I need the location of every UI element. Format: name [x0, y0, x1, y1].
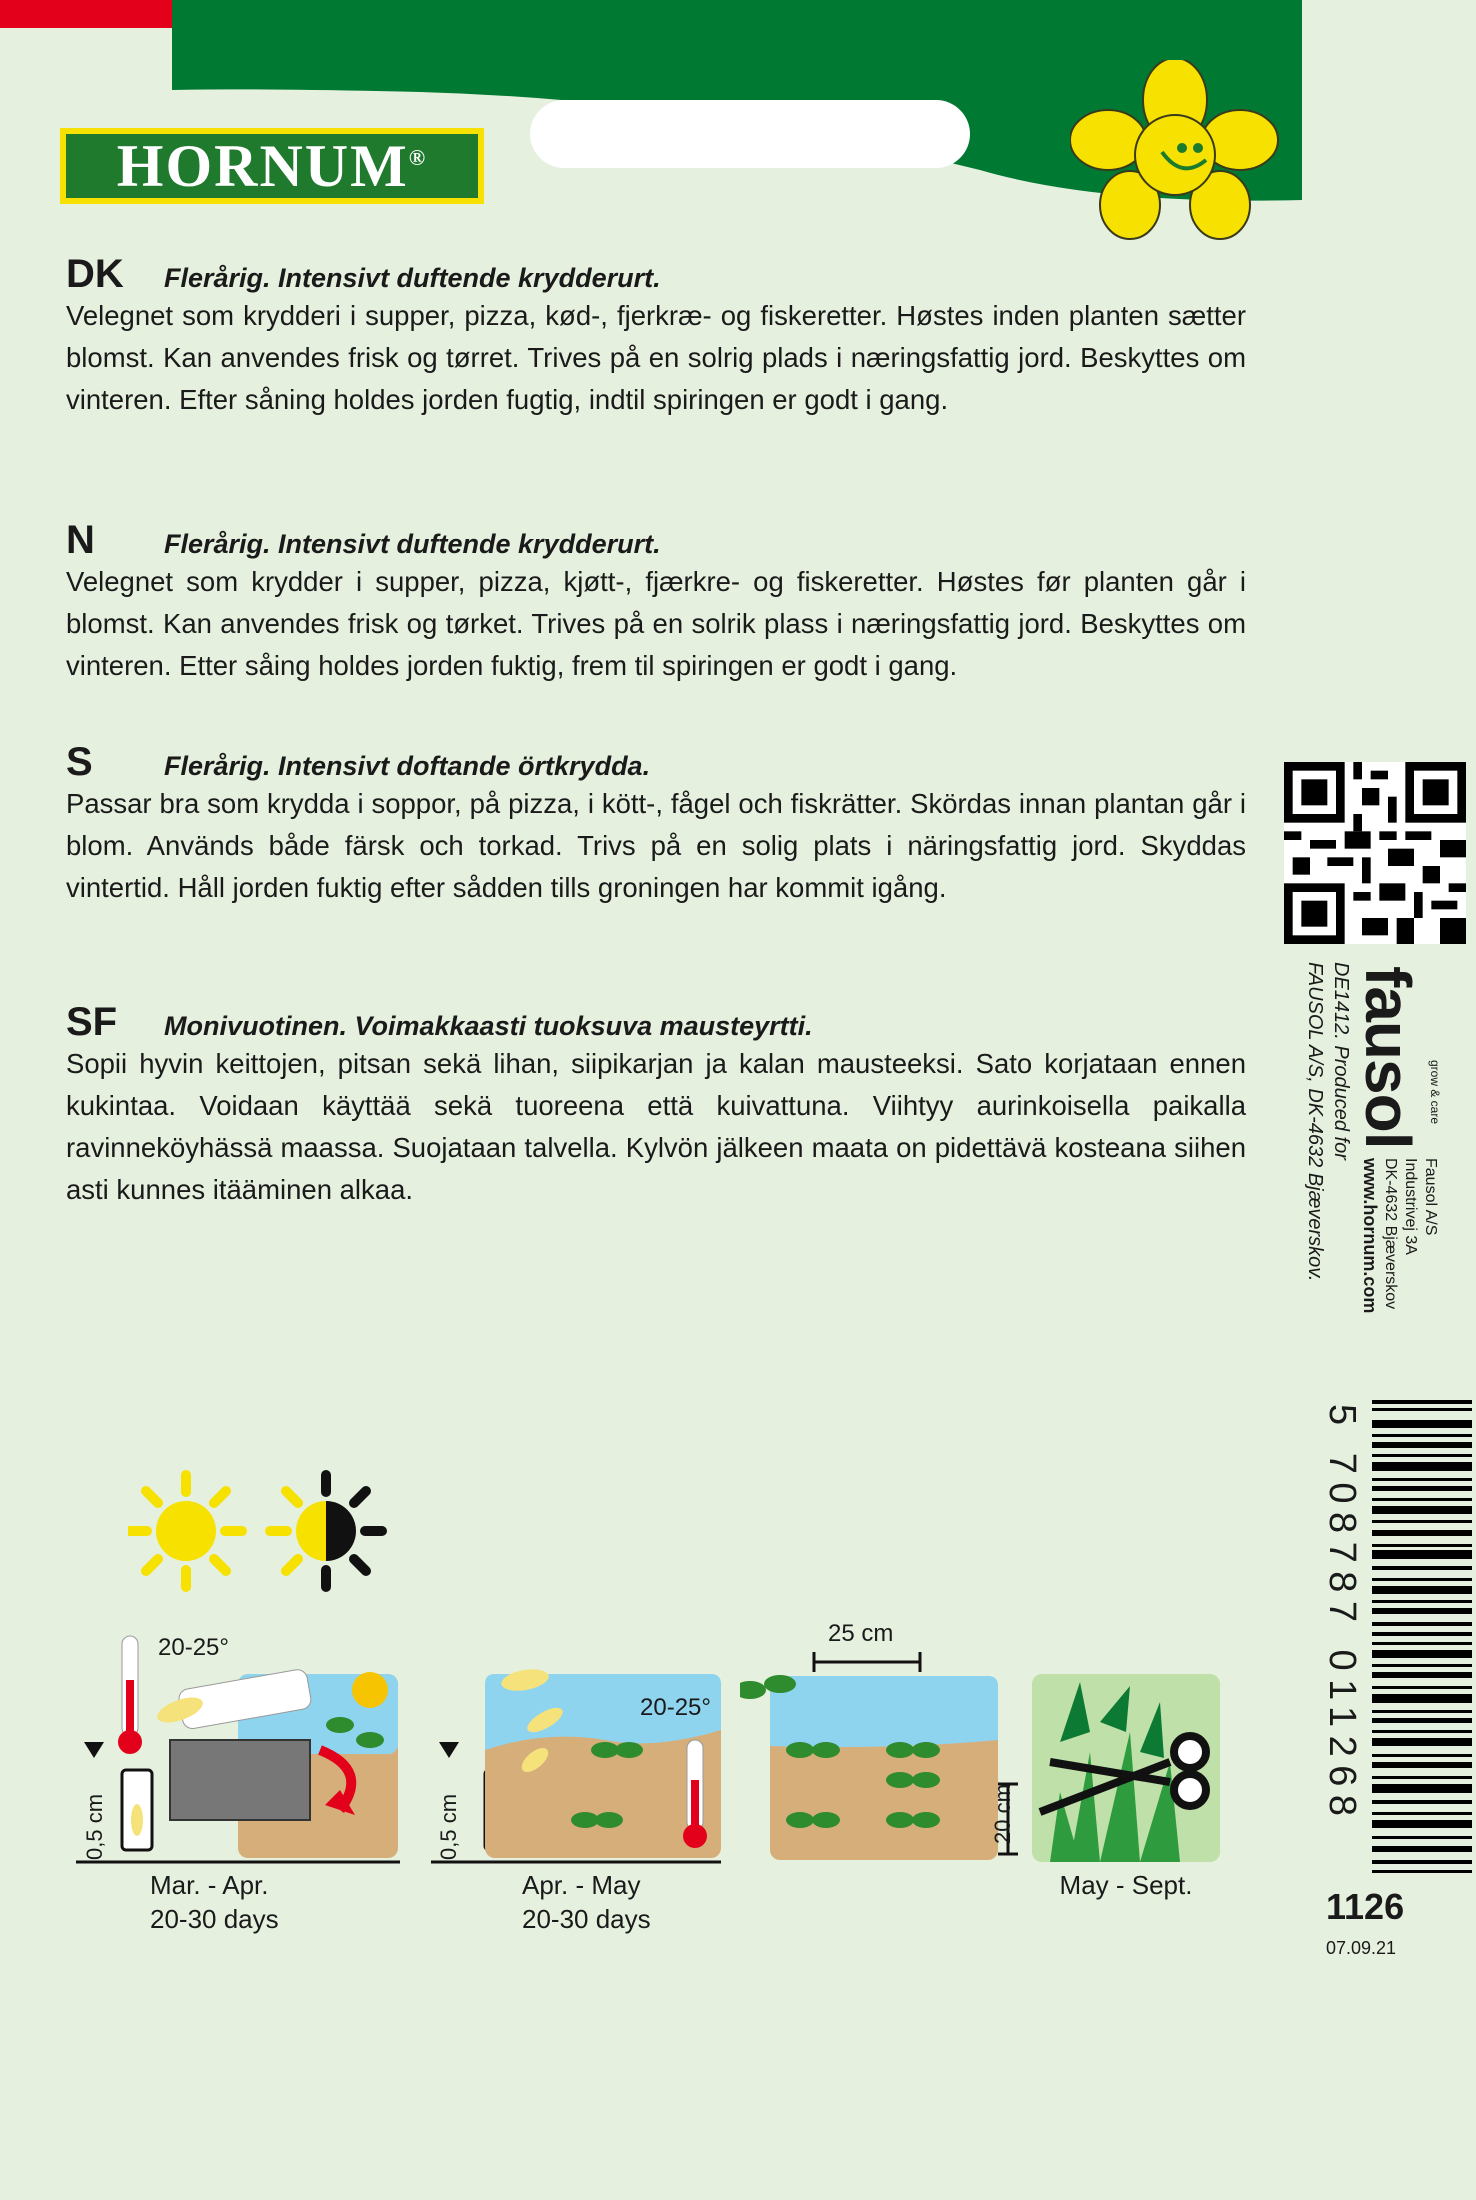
indoor-temp: 20-25°	[158, 1634, 229, 1661]
harvest-illustration	[1030, 1672, 1222, 1866]
smiling-flower-icon	[1070, 60, 1280, 240]
section-body: Velegnet som krydder i supper, pizza, kjøtt-, fjærkre- og fiskeretter. Høstes før planten går i blomst. Kan anvendes frisk og tørket. Trives på en solrik plass i næringsfattig jord. Beskyttes om vinteren. Etter såing holdes jorden fuktig, frem til spiringen er godt i gang.	[66, 566, 1246, 681]
section-sf	[66, 1000, 1246, 1211]
section-dk	[66, 252, 1246, 421]
section-body: Sopii hyvin keittojen, pitsan sekä lihan, siipikarjan ja kalan mausteeksi. Sato korjataan ennen kukintaa. Voidaan käyttää sekä tuoreena että kuivattuna. Viihtyy aurinkoisella paikalla ravinneköyhässä maassa. Suojataan talvella. Kylvön jälkeen maata on pidettävä kosteana siihen asti kunnes itääminen alkaa.	[66, 1048, 1246, 1205]
full-sun-icon	[130, 1475, 242, 1587]
section-subtitle: Monivuotinen. Voimakkaasti tuoksuva mausteyrtti.	[164, 1011, 813, 1041]
qr-code	[1284, 762, 1466, 944]
language-code: N	[66, 518, 95, 562]
language-code: S	[66, 740, 93, 784]
section-body: Passar bra som krydda i soppor, på pizza, i kött-, fågel och fiskrätter. Skördas innan plantan går i blom. Används både färsk och torkad. Trivs på en solig plats i näringsfattig jord. Skyddas vintertid. Håll jorden fuktig efter sådden tills groningen har kommit igång.	[66, 788, 1246, 903]
sun-icons	[128, 1470, 408, 1600]
thermometer-icon	[118, 1636, 142, 1754]
plant-spacing-illustration	[740, 1650, 1020, 1870]
half-shade-sun-icon	[270, 1475, 382, 1587]
outdoor-caption: Apr. - May 20-30 days	[522, 1870, 651, 1934]
hornum-logo	[60, 128, 484, 204]
indoor-sowing-illustration	[70, 1630, 400, 1870]
section-subtitle: Flerårig. Intensivt duftende krydderurt.	[164, 529, 661, 559]
depth-arrow-icon	[439, 1742, 459, 1758]
outdoor-depth: 0,5 cm	[436, 1793, 461, 1860]
barcode-digits: 5 708787 011268	[1321, 1404, 1363, 1825]
outdoor-sowing-illustration	[425, 1630, 745, 1870]
spacing-width: 25 cm	[828, 1620, 894, 1647]
section-s	[66, 740, 1246, 909]
indoor-depth: 0,5 cm	[82, 1793, 107, 1860]
harvest-caption: May - Sept.	[1059, 1870, 1193, 1900]
section-subtitle: Flerårig. Intensivt duftende krydderurt.	[164, 263, 661, 293]
language-code: SF	[66, 1000, 118, 1044]
section-subtitle: Flerårig. Intensivt doftande örtkrydda.	[164, 751, 651, 781]
language-code: DK	[66, 252, 124, 296]
producer-note: DE1412. Produced for FAUSOL A/S, DK-4632 Bjæverskov.	[1304, 962, 1352, 1282]
fausol-logo: fausol	[1352, 966, 1424, 1149]
indoor-caption: Mar. - Apr. 20-30 days	[150, 1870, 279, 1934]
depth-arrow-icon	[84, 1742, 104, 1758]
fausol-tagline: grow & care	[1428, 1060, 1442, 1125]
item-number: 1126	[1326, 1886, 1405, 1927]
outdoor-temp: 20-25°	[640, 1694, 711, 1721]
section-body: Velegnet som krydderi i supper, pizza, kød-, fjerkræ- og fiskeretter. Høstes inden planten sætter blomst. Kan anvendes frisk og tørret. Trives på en solrig plads i næringsfattig jord. Beskyttes om vinteren. Efter såning holdes jorden fugtig, indtil spiringen er godt i gang.	[66, 300, 1246, 415]
print-date: 07.09.21	[1326, 1938, 1397, 1958]
thermometer-icon	[683, 1740, 707, 1848]
logo-text: HORNUM®	[116, 132, 428, 199]
producer-address: Fausol A/S Industrivej 3A DK-4632 Bjæverskov www.hornum.com	[1360, 1158, 1439, 1314]
section-n	[66, 518, 1246, 687]
spacing-height: 20 cm	[990, 1784, 1015, 1844]
label-blank-area	[530, 100, 970, 168]
